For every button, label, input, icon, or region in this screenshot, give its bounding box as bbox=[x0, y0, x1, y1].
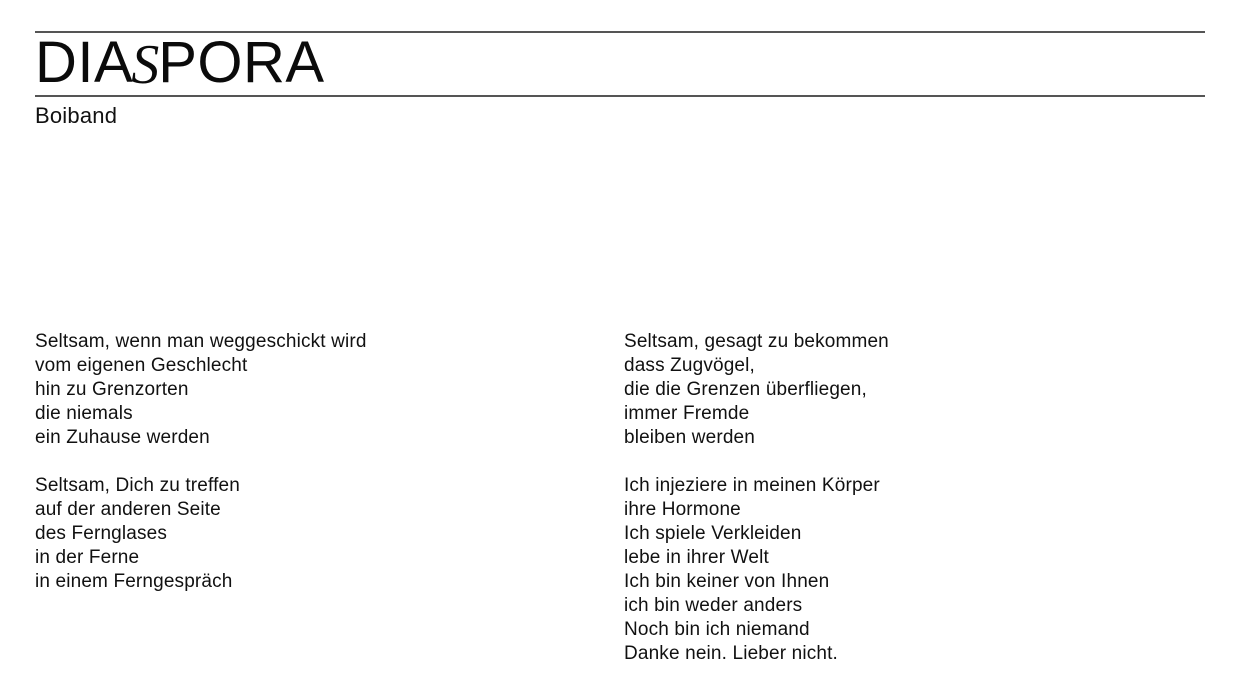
poem-line: dass Zugvögel, bbox=[624, 355, 755, 376]
poem-line: auf der anderen Seite bbox=[35, 499, 221, 520]
poem-line: Ich spiele Verkleiden bbox=[624, 523, 802, 544]
poem-line: Seltsam, gesagt zu bekommen bbox=[624, 331, 889, 352]
stanza bbox=[35, 474, 624, 594]
masthead bbox=[35, 31, 1205, 97]
poem-line: Noch bin ich niemand bbox=[624, 619, 810, 640]
poem-line: Seltsam, Dich zu treffen bbox=[35, 475, 240, 496]
poem-line: Ich bin keiner von Ihnen bbox=[624, 571, 830, 592]
title-rule-bottom bbox=[35, 95, 1205, 97]
poem-line: Seltsam, wenn man weggeschickt wird bbox=[35, 331, 367, 352]
poem-line: hin zu Grenzorten bbox=[35, 379, 189, 400]
poem-line: die die Grenzen überfliegen, bbox=[624, 379, 867, 400]
poem-line: ihre Hormone bbox=[624, 499, 741, 520]
author-name: Boiband bbox=[35, 103, 118, 128]
poem-line: Ich injeziere in meinen Körper bbox=[624, 475, 880, 496]
poem-line: lebe in ihrer Welt bbox=[624, 547, 769, 568]
stanza bbox=[624, 474, 1205, 666]
poem-line: ein Zuhause werden bbox=[35, 427, 210, 448]
page-title-suffix: PORA bbox=[158, 30, 325, 95]
page-title-prefix: DIA bbox=[35, 30, 134, 95]
title-band bbox=[35, 30, 1205, 96]
poem-line: bleiben werden bbox=[624, 427, 755, 448]
stanza bbox=[35, 330, 624, 450]
poem-line: ich bin weder anders bbox=[624, 595, 803, 616]
poem-line: die niemals bbox=[35, 403, 133, 424]
poem-line: Danke nein. Lieber nicht. bbox=[624, 643, 838, 664]
poem-line: immer Fremde bbox=[624, 403, 750, 424]
page-title bbox=[35, 30, 1205, 96]
poem-column-left bbox=[35, 330, 624, 594]
poem-line: des Fernglases bbox=[35, 523, 168, 544]
poem-line: vom eigenen Geschlecht bbox=[35, 355, 248, 376]
poem-line: in der Ferne bbox=[35, 547, 140, 568]
stanza bbox=[624, 330, 1205, 450]
poem-body bbox=[35, 330, 1205, 666]
page-title-swash-s: S bbox=[131, 34, 160, 96]
poem-column-right bbox=[624, 330, 1205, 666]
poem-line: in einem Ferngespräch bbox=[35, 571, 233, 592]
